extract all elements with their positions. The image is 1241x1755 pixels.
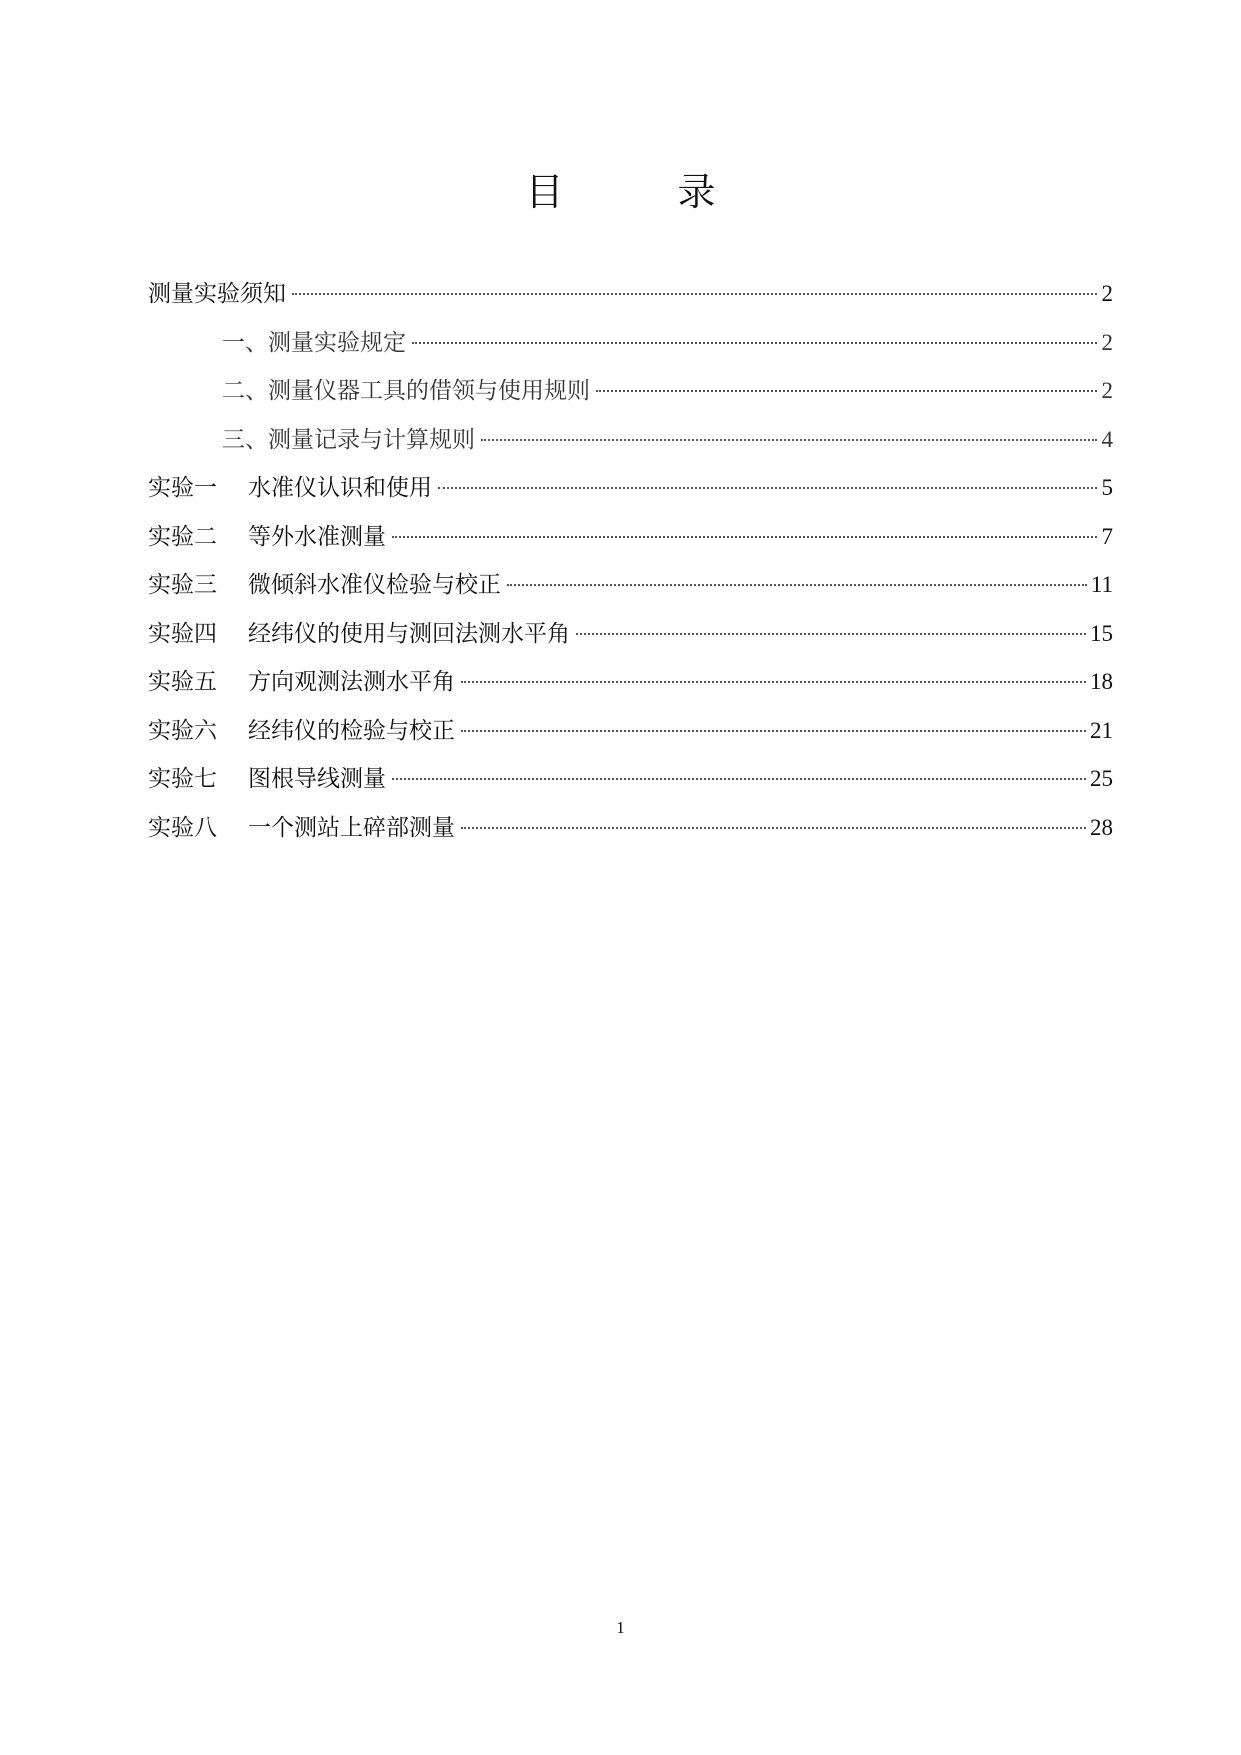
toc-entry[interactable]	[148, 561, 1113, 610]
toc-entry-label: 图根导线测量	[248, 766, 386, 792]
toc-entry-page: 2	[1101, 329, 1113, 355]
toc-entry[interactable]	[148, 755, 1113, 804]
toc-entry-number: 实验二	[148, 523, 217, 550]
toc-entry-label: 一、测量实验规定	[222, 329, 406, 356]
toc-entry-page: 2	[1101, 281, 1113, 306]
toc-entry-number: 实验七	[148, 766, 217, 792]
toc-entry[interactable]	[148, 513, 1113, 562]
dot-leader	[596, 389, 1097, 392]
toc-title: 目 录	[525, 170, 754, 214]
toc-entry-page: 11	[1090, 572, 1113, 597]
toc-entry-label: 等外水准测量	[248, 523, 386, 550]
toc-entry-label: 方向观测法测水平角	[248, 669, 455, 695]
toc-entry[interactable]	[148, 464, 1113, 513]
toc-entry-label: 测量实验须知	[148, 281, 286, 307]
toc-entry-page: 21	[1090, 717, 1113, 743]
dot-leader	[392, 777, 1086, 780]
toc-entry-page: 15	[1090, 620, 1113, 646]
toc-entry-label: 水准仪认识和使用	[248, 475, 432, 501]
toc-entry-label: 微倾斜水准仪检验与校正	[248, 572, 501, 598]
toc-entry-page: 4	[1101, 426, 1113, 452]
toc-entry-label: 经纬仪的检验与校正	[248, 717, 455, 744]
toc-entry[interactable]	[148, 416, 1113, 465]
toc-entry-label: 二、测量仪器工具的借领与使用规则	[222, 378, 590, 404]
dot-leader	[461, 729, 1086, 732]
toc-entry-page: 25	[1090, 766, 1113, 791]
toc-entry[interactable]	[148, 658, 1113, 707]
dot-leader	[481, 438, 1097, 441]
toc-entry-number: 实验五	[148, 669, 217, 695]
toc-entry-page: 5	[1101, 475, 1113, 500]
dot-leader	[461, 826, 1086, 829]
toc-entry-number: 实验六	[148, 717, 217, 744]
toc-entry-number: 实验八	[148, 814, 217, 841]
dot-leader	[292, 292, 1097, 295]
dot-leader	[392, 535, 1097, 538]
toc-entry[interactable]	[148, 804, 1113, 853]
toc-entry-number: 实验三	[148, 572, 217, 598]
toc-entry-label: 经纬仪的使用与测回法测水平角	[248, 620, 570, 647]
toc-entry[interactable]	[148, 610, 1113, 659]
toc-entry-page: 28	[1090, 814, 1113, 840]
dot-leader	[438, 486, 1097, 489]
toc-entry-page: 18	[1090, 669, 1113, 694]
dot-leader	[576, 632, 1086, 635]
toc-entry-number: 实验四	[148, 620, 217, 647]
toc-entry-page: 2	[1101, 378, 1113, 403]
dot-leader	[507, 583, 1087, 586]
toc-entry-page: 7	[1101, 523, 1113, 549]
toc-entry-label: 一个测站上碎部测量	[248, 814, 455, 841]
dot-leader	[412, 341, 1097, 344]
toc-entry[interactable]	[148, 707, 1113, 756]
page-number: 1	[616, 1618, 625, 1637]
toc-entry[interactable]	[148, 319, 1113, 368]
toc-entry[interactable]	[148, 270, 1113, 319]
toc-entry-label: 三、测量记录与计算规则	[222, 426, 475, 453]
dot-leader	[461, 680, 1086, 683]
toc-entry[interactable]	[148, 367, 1113, 416]
toc-list	[148, 270, 1113, 852]
toc-entry-number: 实验一	[148, 475, 217, 501]
